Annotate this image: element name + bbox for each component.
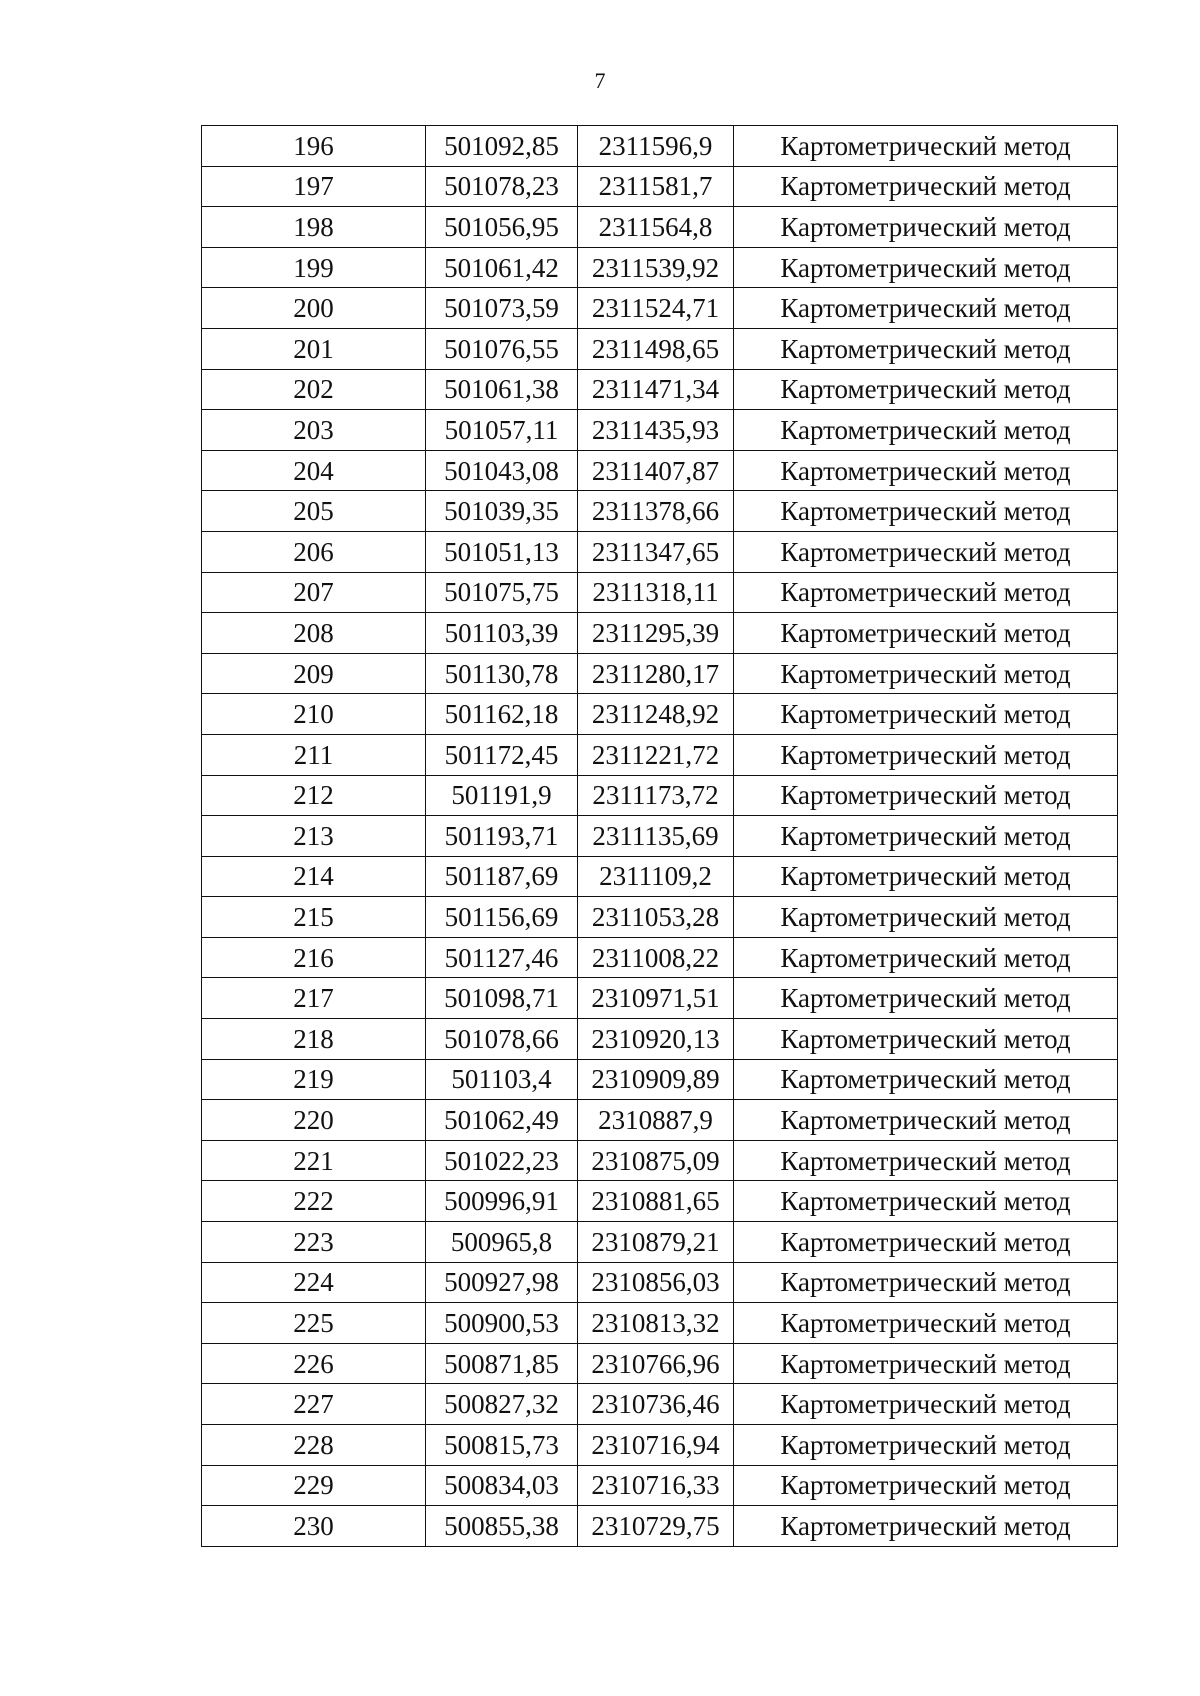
x-coordinate-cell: 501162,18 — [426, 694, 578, 735]
y-coordinate-cell: 2311498,65 — [578, 328, 734, 369]
y-coordinate-cell: 2311596,9 — [578, 126, 734, 167]
table-row — [202, 126, 1118, 167]
y-coordinate-cell: 2311581,7 — [578, 166, 734, 207]
table-row — [202, 1100, 1118, 1141]
method-cell: Картометрический метод — [734, 1019, 1118, 1060]
y-coordinate-cell: 2311221,72 — [578, 734, 734, 775]
method-cell: Картометрический метод — [734, 613, 1118, 654]
method-cell: Картометрический метод — [734, 816, 1118, 857]
table-row — [202, 410, 1118, 451]
method-cell: Картометрический метод — [734, 1262, 1118, 1303]
method-cell: Картометрический метод — [734, 734, 1118, 775]
method-cell: Картометрический метод — [734, 491, 1118, 532]
x-coordinate-cell: 501076,55 — [426, 328, 578, 369]
point-number-cell: 210 — [202, 694, 426, 735]
x-coordinate-cell: 501075,75 — [426, 572, 578, 613]
y-coordinate-cell: 2311524,71 — [578, 288, 734, 329]
method-cell: Картометрический метод — [734, 166, 1118, 207]
y-coordinate-cell: 2311347,65 — [578, 531, 734, 572]
method-cell: Картометрический метод — [734, 1059, 1118, 1100]
y-coordinate-cell: 2311008,22 — [578, 937, 734, 978]
x-coordinate-cell: 501022,23 — [426, 1140, 578, 1181]
table-row — [202, 856, 1118, 897]
point-number-cell: 218 — [202, 1019, 426, 1060]
x-coordinate-cell: 501103,4 — [426, 1059, 578, 1100]
y-coordinate-cell: 2310766,96 — [578, 1343, 734, 1384]
x-coordinate-cell: 501056,95 — [426, 207, 578, 248]
method-cell: Картометрический метод — [734, 288, 1118, 329]
table-row — [202, 775, 1118, 816]
x-coordinate-cell: 501078,66 — [426, 1019, 578, 1060]
x-coordinate-cell: 501098,71 — [426, 978, 578, 1019]
method-cell: Картометрический метод — [734, 653, 1118, 694]
point-number-cell: 206 — [202, 531, 426, 572]
method-cell: Картометрический метод — [734, 897, 1118, 938]
y-coordinate-cell: 2310736,46 — [578, 1384, 734, 1425]
y-coordinate-cell: 2310881,65 — [578, 1181, 734, 1222]
x-coordinate-cell: 500996,91 — [426, 1181, 578, 1222]
point-number-cell: 205 — [202, 491, 426, 532]
y-coordinate-cell: 2310716,33 — [578, 1465, 734, 1506]
table-row — [202, 937, 1118, 978]
point-number-cell: 221 — [202, 1140, 426, 1181]
y-coordinate-cell: 2310716,94 — [578, 1425, 734, 1466]
method-cell: Картометрический метод — [734, 247, 1118, 288]
y-coordinate-cell: 2311053,28 — [578, 897, 734, 938]
y-coordinate-cell: 2311248,92 — [578, 694, 734, 735]
table-row — [202, 247, 1118, 288]
x-coordinate-cell: 501187,69 — [426, 856, 578, 897]
point-number-cell: 230 — [202, 1506, 426, 1547]
point-number-cell: 201 — [202, 328, 426, 369]
point-number-cell: 224 — [202, 1262, 426, 1303]
point-number-cell: 214 — [202, 856, 426, 897]
y-coordinate-cell: 2311135,69 — [578, 816, 734, 857]
table-row — [202, 1343, 1118, 1384]
y-coordinate-cell: 2311471,34 — [578, 369, 734, 410]
point-number-cell: 229 — [202, 1465, 426, 1506]
method-cell: Картометрический метод — [734, 1425, 1118, 1466]
point-number-cell: 198 — [202, 207, 426, 248]
table-row — [202, 450, 1118, 491]
table-row — [202, 613, 1118, 654]
y-coordinate-cell: 2311435,93 — [578, 410, 734, 451]
point-number-cell: 219 — [202, 1059, 426, 1100]
y-coordinate-cell: 2310887,9 — [578, 1100, 734, 1141]
table-row — [202, 1140, 1118, 1181]
point-number-cell: 203 — [202, 410, 426, 451]
x-coordinate-cell: 500827,32 — [426, 1384, 578, 1425]
y-coordinate-cell: 2311318,11 — [578, 572, 734, 613]
y-coordinate-cell: 2311173,72 — [578, 775, 734, 816]
table-row — [202, 1059, 1118, 1100]
x-coordinate-cell: 501057,11 — [426, 410, 578, 451]
method-cell: Картометрический метод — [734, 1303, 1118, 1344]
table-row — [202, 1506, 1118, 1547]
point-number-cell: 216 — [202, 937, 426, 978]
table-row — [202, 288, 1118, 329]
table-row — [202, 1465, 1118, 1506]
x-coordinate-cell: 501191,9 — [426, 775, 578, 816]
page-number: 7 — [594, 68, 606, 93]
table-row — [202, 734, 1118, 775]
table-row — [202, 897, 1118, 938]
x-coordinate-cell: 501103,39 — [426, 613, 578, 654]
table-row — [202, 328, 1118, 369]
x-coordinate-cell: 500965,8 — [426, 1222, 578, 1263]
method-cell: Картометрический метод — [734, 1100, 1118, 1141]
x-coordinate-cell: 500900,53 — [426, 1303, 578, 1344]
y-coordinate-cell: 2310856,03 — [578, 1262, 734, 1303]
point-number-cell: 211 — [202, 734, 426, 775]
table-row — [202, 166, 1118, 207]
x-coordinate-cell: 501043,08 — [426, 450, 578, 491]
x-coordinate-cell: 501172,45 — [426, 734, 578, 775]
x-coordinate-cell: 501061,38 — [426, 369, 578, 410]
x-coordinate-cell: 500927,98 — [426, 1262, 578, 1303]
y-coordinate-cell: 2311539,92 — [578, 247, 734, 288]
point-number-cell: 197 — [202, 166, 426, 207]
coordinates-table — [201, 125, 1118, 1547]
x-coordinate-cell: 501092,85 — [426, 126, 578, 167]
method-cell: Картометрический метод — [734, 1140, 1118, 1181]
method-cell: Картометрический метод — [734, 1343, 1118, 1384]
x-coordinate-cell: 501130,78 — [426, 653, 578, 694]
table-row — [202, 1181, 1118, 1222]
method-cell: Картометрический метод — [734, 450, 1118, 491]
y-coordinate-cell: 2311407,87 — [578, 450, 734, 491]
x-coordinate-cell: 501193,71 — [426, 816, 578, 857]
method-cell: Картометрический метод — [734, 1181, 1118, 1222]
point-number-cell: 208 — [202, 613, 426, 654]
method-cell: Картометрический метод — [734, 369, 1118, 410]
x-coordinate-cell: 500815,73 — [426, 1425, 578, 1466]
table-row — [202, 978, 1118, 1019]
table-row — [202, 816, 1118, 857]
method-cell: Картометрический метод — [734, 694, 1118, 735]
point-number-cell: 196 — [202, 126, 426, 167]
y-coordinate-cell: 2311280,17 — [578, 653, 734, 694]
table-row — [202, 369, 1118, 410]
y-coordinate-cell: 2310920,13 — [578, 1019, 734, 1060]
method-cell: Картометрический метод — [734, 1222, 1118, 1263]
table-row — [202, 1303, 1118, 1344]
point-number-cell: 215 — [202, 897, 426, 938]
x-coordinate-cell: 500855,38 — [426, 1506, 578, 1547]
method-cell: Картометрический метод — [734, 1384, 1118, 1425]
point-number-cell: 220 — [202, 1100, 426, 1141]
method-cell: Картометрический метод — [734, 856, 1118, 897]
point-number-cell: 225 — [202, 1303, 426, 1344]
table-row — [202, 1425, 1118, 1466]
y-coordinate-cell: 2310813,32 — [578, 1303, 734, 1344]
method-cell: Картометрический метод — [734, 126, 1118, 167]
y-coordinate-cell: 2311564,8 — [578, 207, 734, 248]
y-coordinate-cell: 2310909,89 — [578, 1059, 734, 1100]
method-cell: Картометрический метод — [734, 572, 1118, 613]
point-number-cell: 202 — [202, 369, 426, 410]
method-cell: Картометрический метод — [734, 328, 1118, 369]
point-number-cell: 199 — [202, 247, 426, 288]
x-coordinate-cell: 501127,46 — [426, 937, 578, 978]
x-coordinate-cell: 501078,23 — [426, 166, 578, 207]
x-coordinate-cell: 501062,49 — [426, 1100, 578, 1141]
point-number-cell: 227 — [202, 1384, 426, 1425]
table-row — [202, 531, 1118, 572]
table-row — [202, 1384, 1118, 1425]
method-cell: Картометрический метод — [734, 937, 1118, 978]
point-number-cell: 204 — [202, 450, 426, 491]
y-coordinate-cell: 2311378,66 — [578, 491, 734, 532]
table-row — [202, 694, 1118, 735]
x-coordinate-cell: 501073,59 — [426, 288, 578, 329]
table-row — [202, 653, 1118, 694]
method-cell: Картометрический метод — [734, 1465, 1118, 1506]
table-row — [202, 1019, 1118, 1060]
point-number-cell: 213 — [202, 816, 426, 857]
x-coordinate-cell: 501051,13 — [426, 531, 578, 572]
table-row — [202, 207, 1118, 248]
x-coordinate-cell: 501039,35 — [426, 491, 578, 532]
y-coordinate-cell: 2310875,09 — [578, 1140, 734, 1181]
x-coordinate-cell: 500834,03 — [426, 1465, 578, 1506]
method-cell: Картометрический метод — [734, 531, 1118, 572]
table-row — [202, 1222, 1118, 1263]
point-number-cell: 223 — [202, 1222, 426, 1263]
x-coordinate-cell: 501156,69 — [426, 897, 578, 938]
point-number-cell: 207 — [202, 572, 426, 613]
method-cell: Картометрический метод — [734, 1506, 1118, 1547]
y-coordinate-cell: 2310729,75 — [578, 1506, 734, 1547]
method-cell: Картометрический метод — [734, 207, 1118, 248]
x-coordinate-cell: 501061,42 — [426, 247, 578, 288]
point-number-cell: 226 — [202, 1343, 426, 1384]
point-number-cell: 209 — [202, 653, 426, 694]
y-coordinate-cell: 2311295,39 — [578, 613, 734, 654]
point-number-cell: 217 — [202, 978, 426, 1019]
coordinates-table-body — [202, 126, 1118, 1547]
method-cell: Картометрический метод — [734, 410, 1118, 451]
x-coordinate-cell: 500871,85 — [426, 1343, 578, 1384]
table-row — [202, 491, 1118, 532]
table-row — [202, 1262, 1118, 1303]
point-number-cell: 212 — [202, 775, 426, 816]
y-coordinate-cell: 2310879,21 — [578, 1222, 734, 1263]
method-cell: Картометрический метод — [734, 775, 1118, 816]
method-cell: Картометрический метод — [734, 978, 1118, 1019]
table-row — [202, 572, 1118, 613]
point-number-cell: 222 — [202, 1181, 426, 1222]
y-coordinate-cell: 2311109,2 — [578, 856, 734, 897]
y-coordinate-cell: 2310971,51 — [578, 978, 734, 1019]
point-number-cell: 200 — [202, 288, 426, 329]
point-number-cell: 228 — [202, 1425, 426, 1466]
